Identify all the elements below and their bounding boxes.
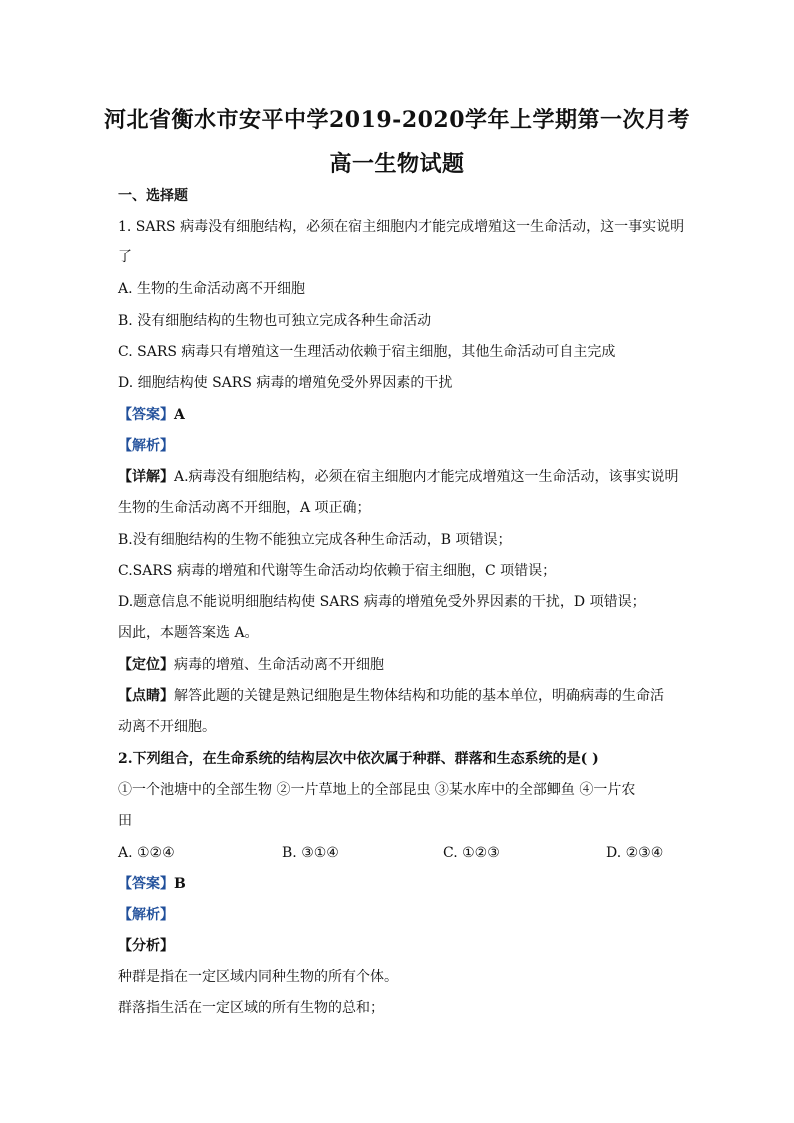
q2-items-line2: 田 [118,813,132,829]
exam-subtitle: 高一生物试题 [329,151,465,177]
q1-stem-line2: 了 [118,249,132,265]
q1-analysis [118,436,678,456]
q2-option-b: B. ③①④ [282,845,339,861]
q1-detail-line4: C.SARS 病毒的增殖和代谢等生命活动均依赖于宿主细胞，C 项错误； [118,563,557,579]
q1-stem-line1: 1. SARS 病毒没有细胞结构，必须在宿主细胞内才能完成增殖这一生命活动，这一事实说明 [118,219,685,235]
q1-option-d: D. 细胞结构使 SARS 病毒的增殖免受外界因素的干扰 [118,375,453,391]
q2-option-a: A. ①②④ [118,845,175,861]
detail-text: A.病毒没有细胞结构，必须在宿主细胞内才能完成增殖这一生命活动，该事实说明 [174,469,679,485]
comment-tag: 【点睛】 [118,688,174,704]
q1-detail-line5: D.题意信息不能说明细胞结构使 SARS 病毒的增殖免受外界因素的干扰，D 项错误； [118,594,646,610]
q1-option-c: C. SARS 病毒只有增殖这一生理活动依赖于宿主细胞，其他生命活动可自主完成 [118,344,616,360]
q2-stem: 2.下列组合，在生命系统的结构层次中依次属于种群、群落和生态系统的是( ) [118,751,599,767]
locate-tag: 【定位】 [118,657,174,673]
analysis-tag: 【解析】 [118,907,174,923]
q2-option-c: C. ①②③ [443,845,500,861]
q1-comment-line1 [118,686,678,706]
q2-items-line1: ①一个池塘中的全部生物 ②一片草地上的全部昆虫 ③某水库中的全部鲫鱼 ④一片农 [118,782,636,798]
answer-value: A [174,407,185,423]
q2-analysis [118,905,678,925]
q1-answer [118,405,678,425]
comment-text: 解答此题的关键是熟记细胞是生物体结构和功能的基本单位，明确病毒的生命活 [174,688,664,704]
q2-analyze-heading [118,936,678,956]
answer-value: B [174,876,186,892]
analyze-tag: 【分析】 [118,938,174,954]
answer-tag: 【答案】 [118,876,174,892]
section-heading: 一、选择题 [118,188,188,204]
analysis-tag: 【解析】 [118,438,174,454]
q2-analyze-line1: 种群是指在一定区域内同种生物的所有个体。 [118,969,398,985]
q1-comment-line2: 动离不开细胞。 [118,719,216,735]
q1-option-a: A. 生物的生命活动离不开细胞 [118,281,306,297]
q2-analyze-line2: 群落指生活在一定区域的所有生物的总和； [118,1000,384,1016]
q1-detail-line6: 因此，本题答案选 A。 [118,625,259,641]
q1-detail-line2: 生物的生命活动离不开细胞，A 项正确； [118,500,371,516]
q2-option-d: D. ②③④ [606,845,664,861]
q1-detail-line3: B.没有细胞结构的生物不能独立完成各种生命活动，B 项错误； [118,532,512,548]
detail-tag: 【详解】 [118,469,174,485]
q1-option-b: B. 没有细胞结构的生物也可独立完成各种生命活动 [118,313,432,329]
locate-text: 病毒的增殖、生命活动离不开细胞 [174,657,384,673]
answer-tag: 【答案】 [118,407,174,423]
q1-detail-line1 [118,467,678,487]
exam-title: 河北省衡水市安平中学2019-2020学年上学期第一次月考 [103,107,691,133]
q2-answer [118,874,678,894]
q1-locate [118,655,678,675]
